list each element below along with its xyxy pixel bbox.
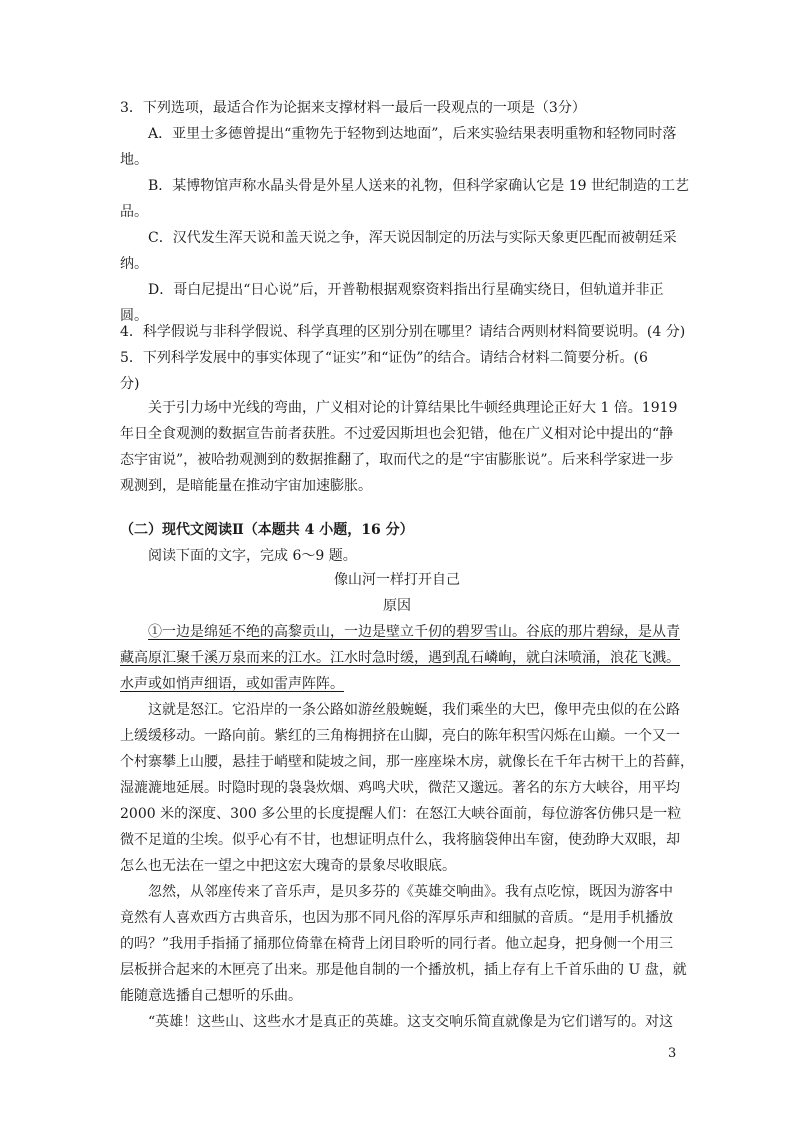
paragraph-3-line-1: 忽然，从邻座传来了音乐声，是贝多芬的《英雄交响曲》。我有点吃惊，既因为游客中 — [148, 884, 673, 900]
question-3-option-c: C．汉代发生浑天说和盖天说之争，浑天说因制定的历法与实际天象更匹配而被朝廷采 — [148, 230, 677, 246]
paragraph-3-line-5: 能随意选播自己想听的乐曲。 — [120, 988, 302, 1004]
article-title: 像山河一样打开自己 — [334, 572, 460, 588]
paragraph-3-line-3: 的吗？”我用手指捅了捅那位倚靠在椅背上闭目聆听的同行者。他立起身，把身侧一个用三 — [120, 936, 674, 952]
paragraph-3-line-2: 竟然有人喜欢西方古典音乐，也因为那不同凡俗的浑厚乐声和细腻的音质。“是用手机播放 — [120, 910, 674, 926]
reading-instruction: 阅读下面的文字，完成 6～9 题。 — [148, 548, 357, 564]
question-3-option-d: D．哥白尼提出“日心说”后，开普勒根据观察资料指出行星确实绕日，但轨道并非正 — [148, 282, 664, 298]
paragraph-2-line-3: 个村寨攀上山腰，悬挂于峭壁和陡坡之间，那一座座垛木房，就像长在千年古树干上的苔藓， — [120, 754, 694, 770]
paragraph-2-line-2: 上缓缓移动。一路向前。紫红的三角梅拥挤在山脚，亮白的陈年积雪闪烁在山巅。一个又一 — [120, 728, 680, 744]
question-3-option-a: A．亚里士多德曾提出“重物先于轻物到达地面”，后来实验结果表明重物和轻物同时落 — [148, 126, 677, 142]
paragraph-2-line-7: 怎么也无法在一望之中把这宏大瑰奇的景象尽收眼底。 — [120, 858, 456, 874]
paragraph-2-line-1: 这就是怒江。它沿岸的一条公路如游丝般蜿蜒，我们乘坐的大巴，像甲壳虫似的在公路 — [148, 702, 680, 718]
question-3-option-b: B．某博物馆声称水晶头骨是外星人送来的礼物，但科学家确认它是 19 世纪制造的工艺 — [148, 178, 690, 194]
paragraph-2-line-4: 湿漉漉地延展。时隐时现的袅袅炊烟、鸡鸣犬吠，微茫又邈远。著名的东方大峡谷，用平均 — [120, 780, 680, 796]
question-3-option-b-cont: 品。 — [120, 204, 148, 220]
question-3-option-a-cont: 地。 — [120, 152, 148, 168]
paragraph-4-line-1: “英雄！这些山、这些水才是真正的英雄。这支交响乐简直就像是为它们谱写的。对这 — [148, 1014, 674, 1030]
material-line-4: 观测到，是暗能量在推动宇宙加速膨胀。 — [120, 478, 372, 494]
section-heading: （二）现代文阅读Ⅱ（本题共 4 小题，16 分） — [120, 522, 414, 538]
paragraph-1-line-1: ①一边是绵延不绝的高黎贡山，一边是壁立千仞的碧罗雪山。谷底的那片碧绿，是从青 — [148, 624, 680, 640]
article-author: 原因 — [383, 598, 411, 614]
paragraph-2-line-6: 微不足道的尘埃。似乎心有不甘，也想证明点什么，我将脑袋伸出车窗，使劲睁大双眼，却 — [120, 832, 680, 848]
question-3-option-d-cont: 圆。 — [120, 308, 148, 324]
paragraph-1-line-2: 藏高原汇聚千溪万泉而来的江水。江水时急时缓，遇到乱石嶙峋，就白沫喷涌，浪花飞溅。 — [120, 650, 680, 666]
question-3-stem: 3．下列选项，最适合作为论据来支撑材料一最后一段观点的一项是（3分） — [120, 100, 586, 116]
paragraph-2-line-5: 2000 米的深度、300 多公里的长度提醒人们：在怒江大峡谷面前，每位游客仿佛只是一粒 — [120, 806, 682, 822]
material-line-2: 年日全食观测的数据宣告前者获胜。不过爱因斯坦也会犯错，他在广义相对论中提出的“静 — [120, 426, 674, 442]
paragraph-1-line-3: 水声或如悄声细语，或如雷声阵阵。 — [120, 676, 344, 692]
page-number: 3 — [668, 1046, 677, 1061]
question-5: 5．下列科学发展中的事实体现了“证实”和“证伪”的结合。请结合材料二简要分析。(6 — [120, 350, 648, 366]
question-3-option-c-cont: 纳。 — [120, 256, 148, 272]
question-5-cont: 分) — [120, 376, 140, 392]
question-4: 4．科学假说与非科学假说、科学真理的区别分别在哪里？请结合两则材料简要说明。(4 分) — [120, 324, 686, 340]
paragraph-3-line-4: 层板拼合起来的木匣亮了出来。那是他自制的一个播放机，插上存有上千首乐曲的 U 盘，就 — [120, 962, 687, 978]
material-line-1: 关于引力场中光线的弯曲，广义相对论的计算结果比牛顿经典理论正好大 1 倍。1919 — [148, 400, 678, 416]
material-line-3: 态宇宙说”，被哈勃观测到的数据推翻了，取而代之的是“宇宙膨胀说”。后来科学家进一步 — [120, 452, 674, 468]
